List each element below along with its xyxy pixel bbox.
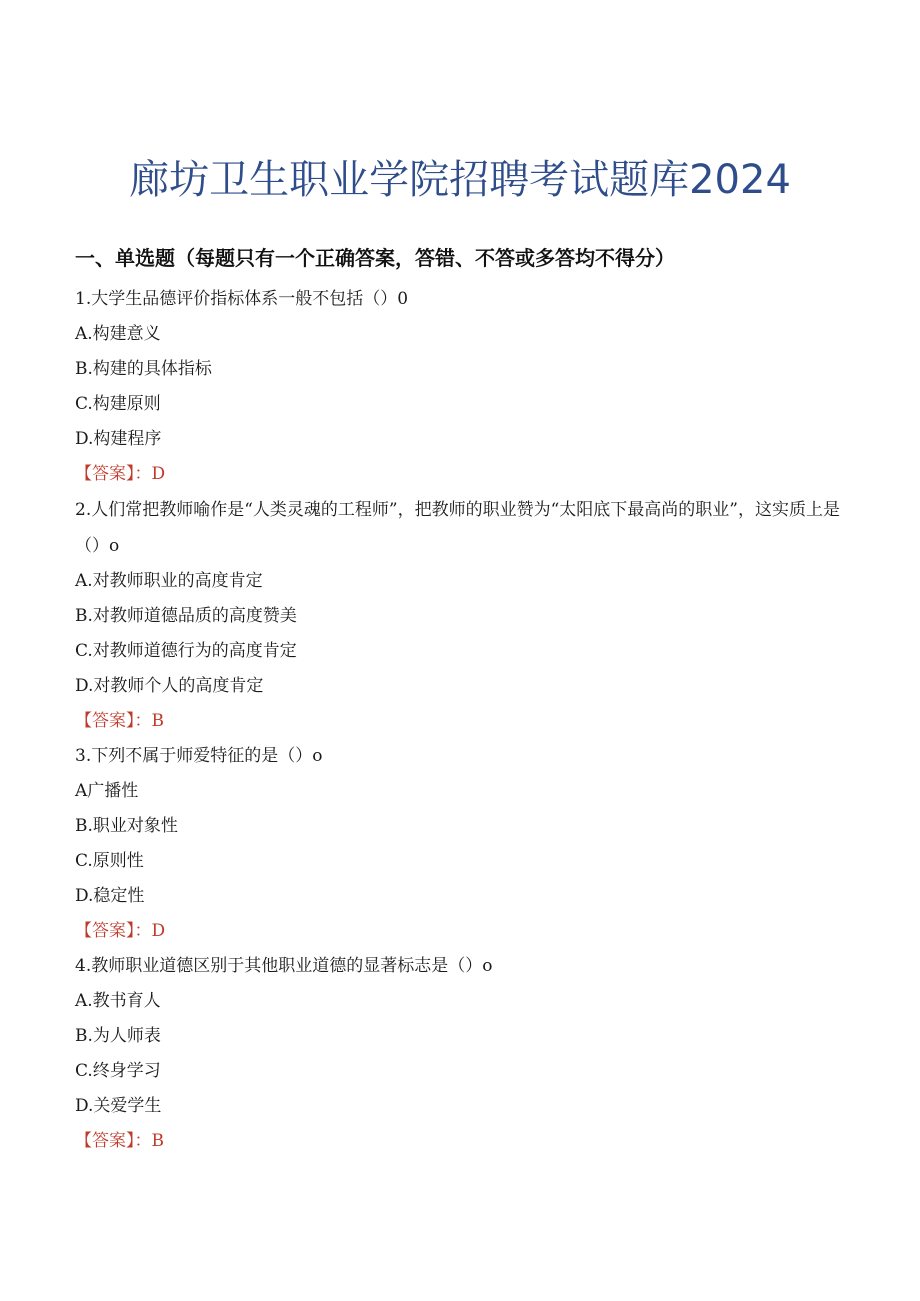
question-stem: 4.教师职业道德区别于其他职业道德的显著标志是（）o <box>75 956 493 976</box>
option-c: C.原则性 <box>75 851 144 871</box>
option-c: C.对教师道德行为的高度肯定 <box>75 641 297 661</box>
option-d: D.对教师个人的高度肯定 <box>75 676 264 696</box>
answer-label: 【答案】： <box>75 1131 152 1151</box>
option-b: B.为人师表 <box>75 1026 161 1046</box>
question-list <box>75 282 845 1159</box>
answer-line <box>75 1124 845 1159</box>
option-a: A广播性 <box>75 781 139 801</box>
option-d: D.构建程序 <box>75 429 162 449</box>
document-title: 廊坊卫生职业学院招聘考试题库2024 <box>129 157 791 203</box>
option-d: D.关爱学生 <box>75 1096 162 1116</box>
option-a: A.教书育人 <box>75 991 161 1011</box>
option-a: A.对教师职业的高度肯定 <box>75 571 263 591</box>
answer-line <box>75 914 845 949</box>
option-b: B.对教师道德品质的高度赞美 <box>75 606 297 626</box>
answer-value: B <box>151 711 164 731</box>
option-b: B.职业对象性 <box>75 816 178 836</box>
question-stem: 2.人们常把教师喻作是“人类灵魂的工程师”，把教师的职业赞为“太阳底下最高尚的职业”，这实质上是（）o <box>75 500 840 556</box>
question-2 <box>75 492 845 739</box>
answer-line <box>75 457 845 492</box>
option-c: C.构建原则 <box>75 394 161 414</box>
question-3 <box>75 739 845 949</box>
answer-value: D <box>151 464 166 484</box>
question-1 <box>75 282 845 492</box>
question-4 <box>75 949 845 1159</box>
option-c: C.终身学习 <box>75 1061 161 1081</box>
answer-label: 【答案】： <box>75 711 152 731</box>
answer-label: 【答案】： <box>75 464 152 484</box>
question-stem: 3.下列不属于师爱特征的是（）o <box>75 746 323 766</box>
question-stem: 1.大学生品德评价指标体系一般不包括（）0 <box>75 289 409 309</box>
option-b: B.构建的具体指标 <box>75 359 212 379</box>
option-d: D.稳定性 <box>75 886 145 906</box>
option-a: A.构建意义 <box>75 324 161 344</box>
answer-value: D <box>151 921 166 941</box>
answer-label: 【答案】： <box>75 921 152 941</box>
section-heading: 一、单选题（每题只有一个正确答案，答错、不答或多答均不得分） <box>75 246 675 270</box>
answer-value: B <box>151 1131 164 1151</box>
answer-line <box>75 704 845 739</box>
